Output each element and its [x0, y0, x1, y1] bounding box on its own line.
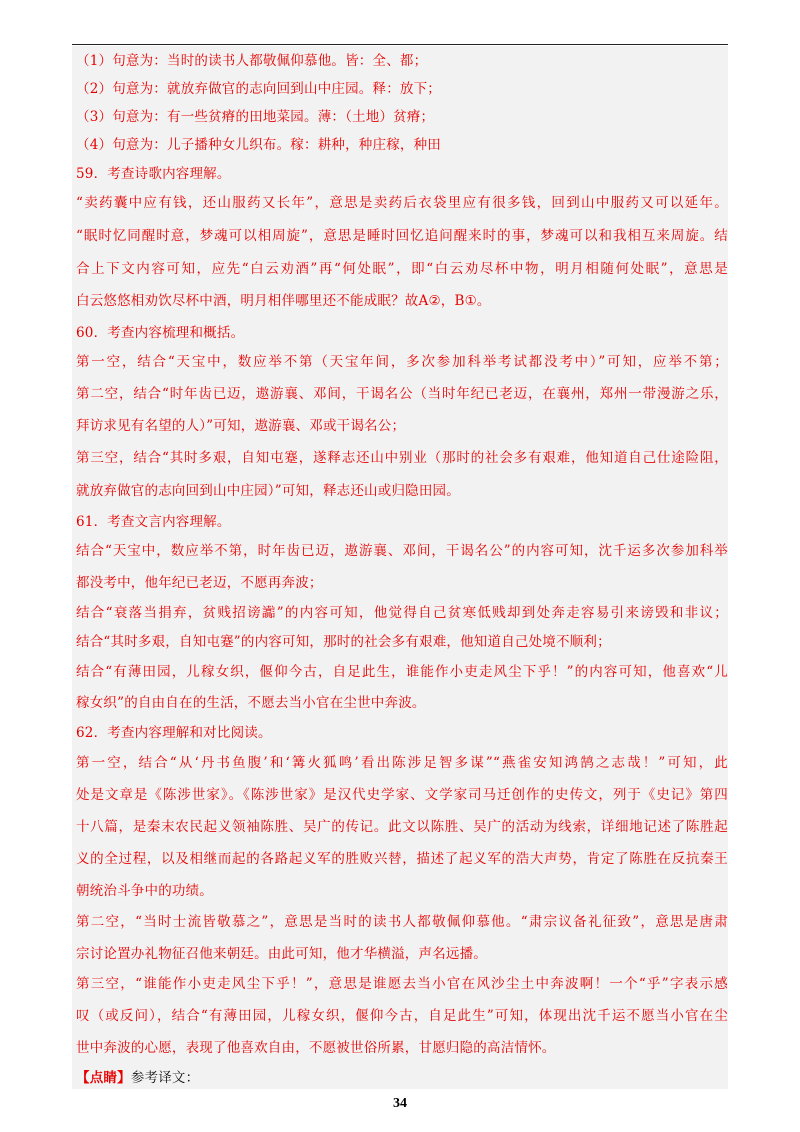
text-line: 结合“其时多艰，自知屯蹇”的内容可知，那时的社会多有艰难，他知道自己处境不顺利；: [76, 634, 611, 650]
text-line: 都没考中，他年纪已老迈，不愿再奔波；: [76, 575, 323, 591]
text-line: 朝统治斗争中的功绩。: [76, 883, 213, 899]
text-line: 第二空，“当时士流皆敬慕之”，意思是当时的读书人都敬佩仰慕他。“肃宗议备礼征致”，意思是唐肃: [76, 914, 728, 930]
text-line: 宗讨论置办礼物征召他来朝廷。由此可知，他才华横溢，声名远播。: [76, 946, 487, 962]
text-line: 白云悠悠相劝饮尽杯中酒，明月相伴哪里还不能成眠？故A②，B①。: [76, 293, 491, 309]
question-heading: 59．考查诗歌内容理解。: [76, 166, 231, 182]
question-heading: 61．考查文言内容理解。: [76, 514, 231, 530]
page-number: 34: [393, 1096, 407, 1111]
text-line: “卖药囊中应有钱，还山服药又长年”，意思是卖药后衣袋里应有很多钱，回到山中服药又可以延年。: [76, 195, 728, 211]
text-line: 第一空，结合“天宝中，数应举不第（天宝年间，多次参加科举考试都没考中）”可知，应举不第；: [76, 354, 728, 370]
text-line: 结合“有薄田园，儿稼女织，偃仰今古，自足此生，谁能作小吏走风尘下乎！”的内容可知，他喜欢“儿: [76, 664, 728, 680]
note-line: [76, 1068, 728, 1088]
header-rule: [72, 44, 728, 45]
text-line: 十八篇，是秦末农民起义领袖陈胜、吴广的传记。此文以陈胜、吴广的活动为线索，详细地记述了陈胜起: [76, 819, 728, 835]
text-line: （4）句意为：儿子播种女儿织布。稼：耕种，种庄稼，种田: [76, 137, 441, 153]
text-line: 稼女织”的自由自在的生活，不愿去当小官在尘世中奔波。: [76, 695, 426, 711]
text-line: （2）句意为：就放弃做官的志向回到山中庄园。释：放下；: [76, 81, 441, 97]
question-heading: 60．考查内容梳理和概括。: [76, 325, 245, 341]
text-line: 第三空，结合“其时多艰，自知屯蹇，遂释志还山中别业（那时的社会多有艰难，他知道自己仕途险阻，: [76, 450, 728, 466]
text-line: 结合“天宝中，数应举不第，时年齿已迈，遨游襄、邓间，干谒名公”的内容可知，沈千运多次参加科举: [76, 543, 728, 559]
text-line: 第二空，结合“时年齿已迈，遨游襄、邓间，干谒名公（当时年纪已老迈，在襄州，郑州一带漫游之乐，: [76, 386, 728, 402]
text-line: （1）句意为：当时的读书人都敬佩仰慕他。皆：全、都；: [76, 53, 428, 69]
text-line: 第三空，“谁能作小吏走风尘下乎！”，意思是谁愿去当小官在风沙尘土中奔波啊！一个“乎”字表示感: [76, 976, 728, 992]
text-line: 结合“衰落当捐弃，贫贱招谤讟”的内容可知，他觉得自己贫寒低贱却到处奔走容易引来谤毁和非议；: [76, 605, 728, 621]
text-line: 世中奔波的心愿，表现了他喜欢自由，不愿被世俗所累，甘愿归隐的高洁情怀。: [76, 1040, 556, 1056]
text-line: （3）句意为：有一些贫瘠的田地菜园。薄：（土地）贫瘠；: [76, 109, 435, 125]
question-heading: 62．考查内容理解和对比阅读。: [76, 725, 272, 741]
answer-content: [72, 46, 728, 1089]
text-line: 合上下文内容可知，应先“白云劝酒”再“何处眠”，即“白云劝尽杯中物，明月相随何处眠”，意思是: [76, 261, 728, 277]
note-label: 【点睛】: [76, 1070, 131, 1086]
text-line: 就放弃做官的志向回到山中庄园）”可知，释志还山或归隐田园。: [76, 483, 460, 499]
text-line: 叹（或反问），结合“有薄田园，儿稼女织，偃仰今古，自足此生”可知，体现出沈千运不愿当小官在尘: [76, 1008, 728, 1024]
text-line: 第一空，结合“从‘丹书鱼腹’和‘篝火狐鸣’看出陈涉足智多谋”“燕雀安知鸿鹄之志哉！”可知，此: [76, 755, 728, 771]
text-line: 拜访求见有名望的人）”可知，遨游襄、邓或干谒名公；: [76, 418, 406, 434]
note-text: 参考译文：: [130, 1070, 200, 1086]
text-line: 处是文章是《陈涉世家》。《陈涉世家》是汉代史学家、文学家司马迁创作的史传文，列于《史记》第四: [76, 787, 728, 803]
text-line: “眠时忆同醒时意，梦魂可以相周旋”，意思是睡时回忆追问醒来时的事，梦魂可以和我相互来周旋。结: [76, 228, 728, 244]
text-line: 义的全过程，以及相继而起的各路起义军的胜败兴替，描述了起义军的浩大声势，肯定了陈胜在反抗秦王: [76, 851, 728, 867]
